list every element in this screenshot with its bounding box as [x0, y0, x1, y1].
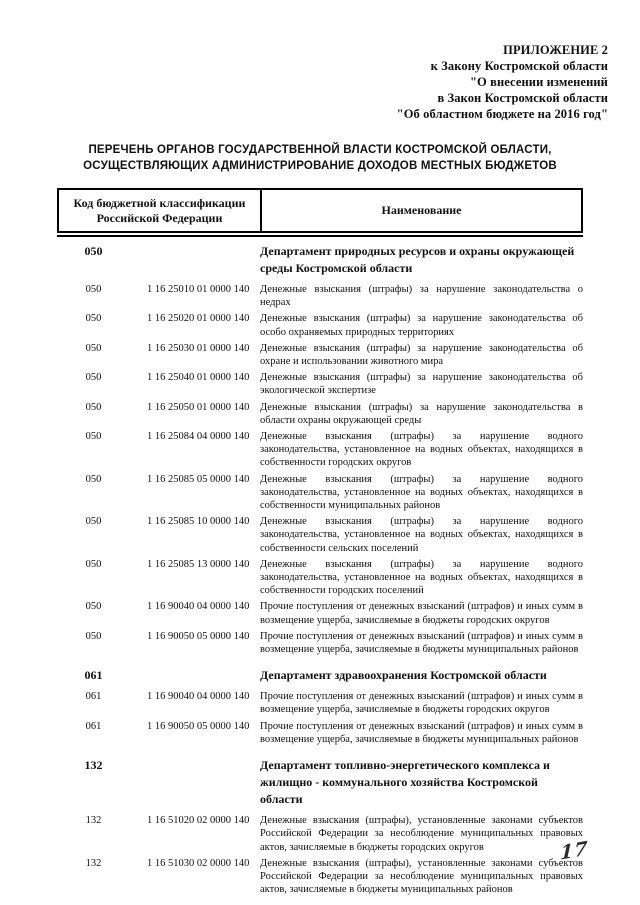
row-classification-code: 1 16 25020 01 0000 140 — [147, 313, 250, 325]
column-header-budget-code: Код бюджетной классификации Российской Федерации — [59, 190, 262, 231]
row-name: Денежные взыскания (штрафы) за нарушение законодательства об охране и использовании животного мира — [260, 342, 583, 368]
row-name: Денежные взыскания (штрафы) за нарушение водного законодательства, установленное на водных объектах, находящихся в собственности городских округов — [260, 431, 583, 469]
table-row — [57, 401, 583, 427]
section-name: Департамент здравоохранения Костромской области — [260, 668, 547, 683]
section-name: Департамент топливно-энергетического комплекса и жилищно - коммунального хозяйства Костромской области — [260, 758, 550, 807]
row-admin-code: 061 — [85, 720, 102, 732]
row-name: Денежные взыскания (штрафы) за нарушение законодательства об особо охраняемых природных территориях — [260, 313, 583, 338]
row-name: Денежные взыскания (штрафы) за нарушение водного законодательства, установленное на водных объектах, находящихся в собственности муниципальных районов — [260, 473, 583, 512]
row-classification-code: 1 16 90050 05 0000 140 — [147, 720, 250, 732]
row-name: Денежные взыскания (штрафы), установленные законами субъектов Российской Федерации за несоблюдение муниципальных правовых актов, зачисляемые в бюджеты муниципальных районов — [260, 857, 583, 896]
row-admin-code: 050 — [85, 516, 102, 528]
table-row — [57, 515, 583, 555]
appendix-header-line: "О внесении изменений — [470, 75, 608, 89]
appendix-header — [397, 42, 608, 122]
row-name: Прочие поступления от денежных взысканий (штрафов) и иных сумм в возмещение ущерба, зачисляемые в бюджеты муниципальных районов — [260, 630, 583, 656]
row-classification-code: 1 16 25040 01 0000 140 — [147, 372, 250, 384]
page-title-line2: ОСУЩЕСТВЛЯЮЩИХ АДМИНИСТРИРОВАНИЕ ДОХОДОВ МЕСТНЫХ БЮДЖЕТОВ — [83, 160, 557, 172]
row-name: Денежные взыскания (штрафы) за нарушение водного законодательства, установленное на водных объектах, находящихся в собственности городских поселений — [260, 558, 583, 597]
table-row — [57, 371, 583, 397]
section-spacer — [130, 757, 260, 808]
page-title-line1: ПЕРЕЧЕНЬ ОРГАНОВ ГОСУДАРСТВЕННОЙ ВЛАСТИ КОСТРОМСКОЙ ОБЛАСТИ, — [88, 144, 552, 156]
table-row — [57, 558, 583, 598]
table-row — [57, 342, 583, 368]
section-header-row — [57, 757, 583, 808]
section-header-row — [57, 667, 583, 684]
row-classification-code: 1 16 25085 05 0000 140 — [147, 473, 250, 485]
appendix-header-line: "Об областном бюджете на 2016 год" — [396, 107, 608, 121]
row-admin-code: 050 — [85, 473, 102, 485]
row-name: Прочие поступления от денежных взысканий (штрафов) и иных сумм в возмещение ущерба, зачисляемые в бюджеты муниципальных районов — [260, 720, 583, 745]
row-name: Денежные взыскания (штрафы) за нарушение законодательства о недрах — [260, 284, 583, 309]
row-admin-code: 050 — [85, 342, 102, 354]
appendix-header-line: к Закону Костромской области — [430, 59, 608, 73]
row-admin-code: 132 — [85, 857, 102, 869]
table-row — [57, 473, 583, 513]
row-classification-code: 1 16 90040 04 0000 140 — [147, 601, 250, 613]
row-name: Денежные взыскания (штрафы) за нарушение водного законодательства, установленное на водных объектах, находящихся в собственности сельских поселений — [260, 516, 583, 554]
appendix-header-line: ПРИЛОЖЕНИЕ 2 — [503, 43, 608, 57]
row-admin-code: 050 — [85, 401, 102, 413]
table-row — [57, 720, 583, 746]
table-row — [57, 690, 583, 716]
row-name: Денежные взыскания (штрафы) за нарушение законодательства в области охраны окружающей среды — [260, 401, 583, 426]
row-classification-code: 1 16 90040 04 0000 140 — [147, 691, 250, 703]
section-spacer — [130, 243, 260, 277]
appendix-header-line: в Закон Костромской области — [437, 91, 608, 105]
row-admin-code: 132 — [85, 815, 102, 827]
row-admin-code: 050 — [85, 372, 102, 384]
section-admin-code: 132 — [84, 758, 103, 773]
section-admin-code: 050 — [84, 244, 103, 258]
row-admin-code: 050 — [85, 558, 102, 570]
row-admin-code: 050 — [85, 630, 102, 642]
row-admin-code: 050 — [85, 431, 102, 443]
row-admin-code: 050 — [85, 284, 102, 295]
row-name: Денежные взыскания (штрафы), установленные законами субъектов Российской Федерации за несоблюдение муниципальных правовых актов, зачисляемые в бюджеты городских округов — [260, 815, 583, 853]
table-header-row — [57, 188, 583, 233]
row-name: Прочие поступления от денежных взысканий (штрафов) и иных сумм в возмещение ущерба, зачисляемые в бюджеты городских округов — [260, 601, 583, 626]
section-admin-code: 061 — [84, 668, 103, 683]
row-name: Денежные взыскания (штрафы) за нарушение законодательства об экологической экспертизе — [260, 372, 583, 397]
row-admin-code: 050 — [85, 313, 102, 325]
section-spacer — [130, 667, 260, 684]
row-admin-code: 050 — [85, 601, 102, 613]
table-row — [57, 283, 583, 309]
table-row — [57, 630, 583, 656]
table-row — [57, 600, 583, 626]
row-classification-code: 1 16 51020 02 0000 140 — [147, 815, 250, 827]
row-classification-code: 1 16 25030 01 0000 140 — [147, 342, 250, 354]
row-classification-code: 1 16 25084 04 0000 140 — [147, 431, 250, 443]
row-classification-code: 1 16 25050 01 0000 140 — [147, 401, 250, 413]
table-row — [57, 857, 583, 897]
row-classification-code: 1 16 51030 02 0000 140 — [147, 857, 250, 869]
table-row — [57, 312, 583, 338]
row-name: Прочие поступления от денежных взысканий (штрафов) и иных сумм в возмещение ущерба, зачисляемые в бюджеты городских округов — [260, 691, 583, 716]
table-row — [57, 430, 583, 470]
section-header-row — [57, 243, 583, 277]
row-classification-code: 1 16 25085 13 0000 140 — [147, 558, 250, 570]
row-admin-code: 061 — [85, 691, 102, 703]
column-header-name: Наименование — [381, 203, 462, 217]
page-title — [0, 142, 640, 174]
row-classification-code: 1 16 25085 10 0000 140 — [147, 516, 250, 528]
row-classification-code: 1 16 25010 01 0000 140 — [147, 284, 250, 295]
table-row — [57, 814, 583, 854]
table-body — [57, 243, 583, 899]
row-classification-code: 1 16 90050 05 0000 140 — [147, 630, 250, 642]
section-name: Департамент природных ресурсов и охраны окружающей среды Костромской области — [260, 244, 575, 275]
handwritten-page-number: 17 — [559, 837, 589, 865]
